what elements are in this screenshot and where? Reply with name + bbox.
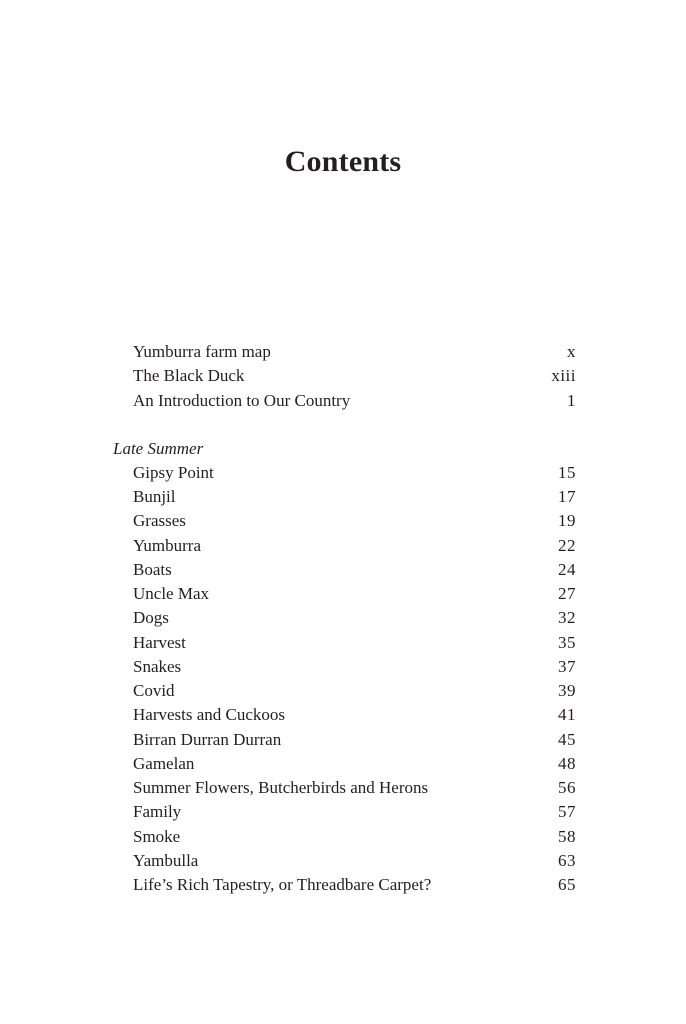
toc-entry-title: Smoke <box>133 826 181 846</box>
toc-entry[interactable] <box>113 752 576 776</box>
toc-entry-title: Yumburra farm map <box>133 342 271 361</box>
toc-entry-farm-map[interactable] <box>113 340 576 364</box>
toc-entry-page: 48 <box>558 753 576 773</box>
toc-entry-page: 41 <box>558 705 576 725</box>
toc-entry-title: Family <box>133 802 182 822</box>
toc-entry-page: 63 <box>558 850 576 870</box>
toc-entry-title: The Black Duck <box>133 366 245 386</box>
toc-entry-title: Bunjil <box>133 487 176 506</box>
front-matter-list <box>113 340 576 413</box>
toc-entry[interactable] <box>113 558 576 582</box>
toc-entry-title: Birran Durran Durran <box>133 729 282 749</box>
toc-entry-title: Dogs <box>133 608 169 628</box>
toc-entry[interactable] <box>113 606 576 630</box>
toc-entry-title: Covid <box>133 681 175 700</box>
toc-entry-title: Snakes <box>133 656 182 676</box>
toc-entry-page: x <box>567 342 576 361</box>
toc-entry-page: 57 <box>558 802 576 822</box>
section-heading-late-summer: Late Summer <box>113 438 204 458</box>
toc-entry-title: Harvest <box>133 632 186 652</box>
toc-entry-page: 24 <box>558 559 576 579</box>
toc-entry-title: Yumburra <box>133 535 201 555</box>
toc-entry-title: An Introduction to Our Country <box>133 390 351 410</box>
toc-entry-title: Yambulla <box>133 850 199 870</box>
section-entry-list <box>113 461 576 898</box>
toc-entry[interactable] <box>113 849 576 873</box>
toc-entry-page: 56 <box>558 778 576 797</box>
toc-entry-black-duck[interactable] <box>113 364 576 388</box>
toc-entry[interactable] <box>113 873 576 897</box>
toc-entry-title: Gamelan <box>133 753 195 773</box>
toc-entry-page: 15 <box>558 462 576 482</box>
toc-entry[interactable] <box>113 825 576 849</box>
toc-entry-page: 32 <box>558 608 576 628</box>
toc-entry[interactable] <box>113 655 576 679</box>
toc-entry-page: 39 <box>558 681 576 700</box>
toc-entry[interactable] <box>113 582 576 606</box>
toc-entry-page: 65 <box>558 875 576 894</box>
toc-entry[interactable] <box>113 631 576 655</box>
toc-entry[interactable] <box>113 509 576 533</box>
toc-entry-page: 22 <box>558 535 576 555</box>
toc-entry-title: Uncle Max <box>133 584 210 603</box>
toc-entry-page: 58 <box>558 826 576 846</box>
toc-entry-introduction[interactable] <box>113 389 576 413</box>
toc-entry-page: xiii <box>551 366 576 386</box>
toc-entry[interactable] <box>113 485 576 509</box>
table-of-contents <box>113 340 576 897</box>
toc-entry[interactable] <box>113 776 576 800</box>
toc-entry-title: Harvests and Cuckoos <box>133 705 286 725</box>
section-spacer <box>113 413 576 437</box>
toc-entry-title: Boats <box>133 559 172 579</box>
toc-entry-page: 37 <box>558 656 576 676</box>
toc-entry-page: 27 <box>558 584 576 603</box>
toc-entry-title: Summer Flowers, Butcherbirds and Herons <box>133 778 429 797</box>
page-title: Contents <box>284 145 402 178</box>
toc-entry-page: 17 <box>558 487 576 506</box>
toc-entry-title: Gipsy Point <box>133 462 214 482</box>
toc-entry-title: Life’s Rich Tapestry, or Threadbare Carpet? <box>133 875 432 894</box>
toc-entry-page: 1 <box>567 390 576 410</box>
toc-entry[interactable] <box>113 461 576 485</box>
toc-entry-page: 35 <box>558 632 576 652</box>
toc-entry-page: 19 <box>558 511 576 531</box>
toc-entry-page: 45 <box>558 729 576 749</box>
toc-entry[interactable] <box>113 679 576 703</box>
toc-entry-title: Grasses <box>133 511 186 531</box>
toc-entry[interactable] <box>113 703 576 727</box>
toc-entry[interactable] <box>113 728 576 752</box>
toc-entry[interactable] <box>113 534 576 558</box>
toc-entry[interactable] <box>113 800 576 824</box>
